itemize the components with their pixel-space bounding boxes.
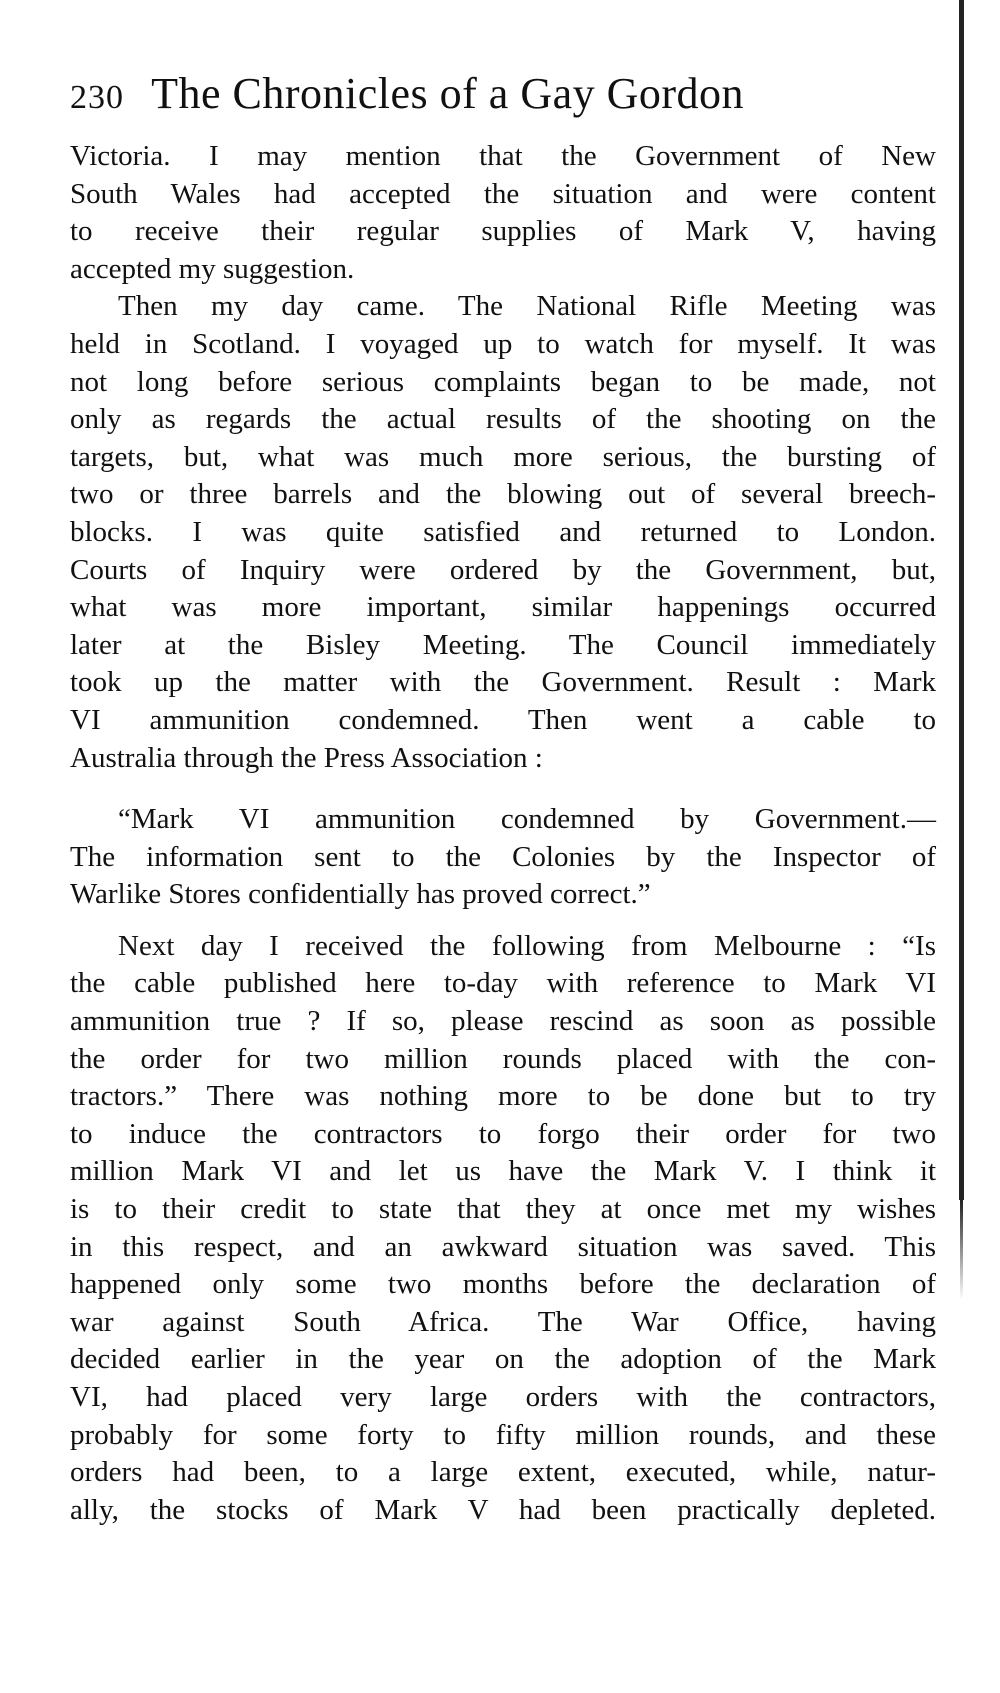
block-quote-spacer — [70, 777, 936, 801]
text-line: ally, the stocks of Mark V had been practically depleted. — [70, 1493, 936, 1526]
text-line: the order for two million rounds placed with the con- — [70, 1042, 936, 1075]
text-line: Australia through the Press Association : — [70, 741, 543, 774]
text-line: is to their credit to state that they at once met my wishes — [70, 1193, 936, 1226]
paragraph-spacer — [70, 914, 936, 928]
text-line: probably for some forty to fifty million rounds, and these — [70, 1418, 936, 1451]
text-line: Next day I received the following from Melbourne : “Is — [118, 929, 936, 962]
text-line: the cable published here to-day with reference to Mark VI — [70, 967, 936, 1000]
text-line: not long before serious complaints began to be made, not — [70, 365, 936, 398]
text-line: The information sent to the Colonies by the Inspector of — [70, 840, 936, 873]
text-line: blocks. I was quite satisfied and returned to London. — [70, 515, 936, 548]
text-line: Then my day came. The National Rifle Meeting was — [118, 290, 936, 323]
paragraph-1 — [70, 138, 936, 288]
text-line: tractors.” There was nothing more to be done but to try — [70, 1080, 936, 1113]
text-line: million Mark VI and let us have the Mark V. I think it — [70, 1155, 936, 1188]
text-line: accepted my suggestion. — [70, 252, 355, 285]
text-line: decided earlier in the year on the adoption of the Mark — [70, 1343, 936, 1376]
text-line: to receive their regular supplies of Mark V, having — [70, 215, 936, 248]
text-line: took up the matter with the Government. Result : Mark — [70, 666, 936, 699]
text-line: South Wales had accepted the situation and were content — [70, 177, 936, 210]
text-line: orders had been, to a large extent, executed, while, natur- — [70, 1456, 936, 1489]
text-line: “Mark VI ammunition condemned by Government.— — [118, 803, 936, 836]
text-line: only as regards the actual results of the shooting on the — [70, 403, 936, 436]
paragraph-4 — [70, 928, 936, 1530]
text-line: happened only some two months before the declaration of — [70, 1268, 936, 1301]
text-line: to induce the contractors to forgo their order for two — [70, 1117, 936, 1150]
book-title: The Chronicles of a Gay Gordon — [151, 69, 745, 118]
text-line: VI ammunition condemned. Then went a cable to — [70, 703, 936, 736]
page-number: 230 — [70, 79, 124, 116]
paragraph-2 — [70, 288, 936, 777]
text-line: war against South Africa. The War Office, having — [70, 1305, 936, 1338]
text-line: VI, had placed very large orders with the contractors, — [70, 1381, 936, 1413]
text-line: Warlike Stores confidentially has proved correct.” — [70, 878, 651, 911]
text-line: Victoria. I may mention that the Government of New — [70, 140, 936, 172]
text-line: later at the Bisley Meeting. The Council immediately — [70, 628, 936, 661]
text-line: two or three barrels and the blowing out of several breech- — [70, 478, 936, 511]
text-line: held in Scotland. I voyaged up to watch for myself. It was — [70, 327, 936, 360]
running-head — [70, 68, 930, 134]
body-text — [70, 138, 936, 1529]
quoted-cable — [70, 801, 936, 914]
text-line: targets, but, what was much more serious, the bursting of — [70, 440, 936, 473]
page-edge-rule-fade — [960, 1200, 963, 1300]
page-edge-rule — [959, 0, 964, 1200]
text-line: Courts of Inquiry were ordered by the Government, but, — [70, 553, 936, 586]
text-line: what was more important, similar happenings occurred — [70, 591, 936, 624]
text-line: ammunition true ? If so, please rescind as soon as possible — [70, 1005, 936, 1038]
text-line: in this respect, and an awkward situation was saved. This — [70, 1230, 936, 1263]
